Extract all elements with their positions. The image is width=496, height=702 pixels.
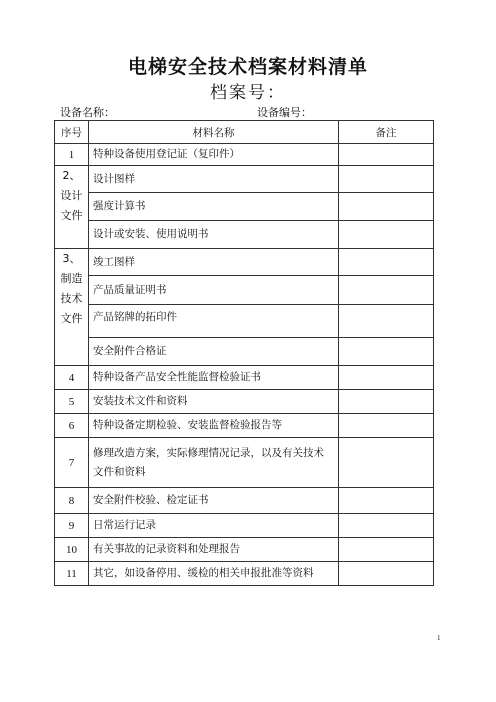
row-remark bbox=[339, 166, 434, 193]
document-title: 电梯安全技术档案材料清单 bbox=[127, 56, 368, 78]
table-row bbox=[55, 438, 434, 488]
table-row bbox=[55, 305, 434, 338]
row-material: 特种设备定期检验、安装监督检验报告等 bbox=[89, 414, 339, 438]
row-remark bbox=[339, 338, 434, 366]
table-row bbox=[55, 166, 434, 193]
row-remark bbox=[339, 414, 434, 438]
group-manufacture-files: 3、制造技术文件 bbox=[55, 249, 89, 366]
table-row bbox=[55, 390, 434, 414]
row-number: 11 bbox=[55, 562, 89, 586]
table-row bbox=[55, 249, 434, 276]
row-remark bbox=[339, 305, 434, 338]
row-material: 安全附件合格证 bbox=[89, 338, 339, 366]
row-material: 修理改造方案，实际修理情况记录，以及有关技术文件和资料 bbox=[89, 438, 339, 488]
materials-table bbox=[54, 120, 434, 586]
row-number: 9 bbox=[55, 514, 89, 538]
table-row bbox=[55, 562, 434, 586]
row-remark bbox=[339, 562, 434, 586]
archive-number-label: 档案号： bbox=[210, 83, 286, 103]
row-number: 7 bbox=[55, 438, 89, 488]
table-row bbox=[55, 338, 434, 366]
row-material: 安全附件校验、检定证书 bbox=[89, 488, 339, 514]
row-material: 产品铭牌的拓印件 bbox=[89, 305, 339, 338]
device-code-label: 设备编号： bbox=[257, 106, 312, 119]
row-material: 有关事故的记录资料和处理报告 bbox=[89, 538, 339, 562]
row-number: 10 bbox=[55, 538, 89, 562]
table-row bbox=[55, 488, 434, 514]
row-material: 其它，如设备停用、缓检的相关申报批准等资料 bbox=[89, 562, 339, 586]
row-remark bbox=[339, 514, 434, 538]
header-serial: 序号 bbox=[55, 121, 89, 144]
row-material: 强度计算书 bbox=[89, 193, 339, 221]
row-material: 特种设备使用登记证（复印件） bbox=[89, 144, 339, 166]
page-number: 1 bbox=[437, 634, 441, 642]
header-remarks: 备注 bbox=[339, 121, 434, 144]
row-remark bbox=[339, 193, 434, 221]
row-material: 日常运行记录 bbox=[89, 514, 339, 538]
header-material-name: 材料名称 bbox=[89, 121, 339, 144]
row-number: 4 bbox=[55, 366, 89, 390]
row-number: 8 bbox=[55, 488, 89, 514]
table-row bbox=[55, 221, 434, 249]
table-row bbox=[55, 193, 434, 221]
row-number: 5 bbox=[55, 390, 89, 414]
row-material: 设计或安装、使用说明书 bbox=[89, 221, 339, 249]
row-material: 特种设备产品安全性能监督检验证书 bbox=[89, 366, 339, 390]
row-remark bbox=[339, 144, 434, 166]
row-number: 1 bbox=[55, 144, 89, 166]
row-remark bbox=[339, 249, 434, 276]
row-remark bbox=[339, 390, 434, 414]
table-row bbox=[55, 276, 434, 305]
group-design-files: 2、设计文件 bbox=[55, 166, 89, 249]
table-row bbox=[55, 538, 434, 562]
row-material: 设计图样 bbox=[89, 166, 339, 193]
row-remark bbox=[339, 276, 434, 305]
device-name-label: 设备名称： bbox=[60, 106, 115, 119]
row-number: 6 bbox=[55, 414, 89, 438]
row-material: 产品质量证明书 bbox=[89, 276, 339, 305]
row-remark bbox=[339, 538, 434, 562]
table-row bbox=[55, 414, 434, 438]
table-header-row bbox=[55, 121, 434, 144]
row-remark bbox=[339, 221, 434, 249]
row-material: 竣工图样 bbox=[89, 249, 339, 276]
table-row bbox=[55, 144, 434, 166]
row-remark bbox=[339, 438, 434, 488]
row-remark bbox=[339, 488, 434, 514]
table-row bbox=[55, 514, 434, 538]
row-remark bbox=[339, 366, 434, 390]
table-row bbox=[55, 366, 434, 390]
row-material: 安装技术文件和资料 bbox=[89, 390, 339, 414]
